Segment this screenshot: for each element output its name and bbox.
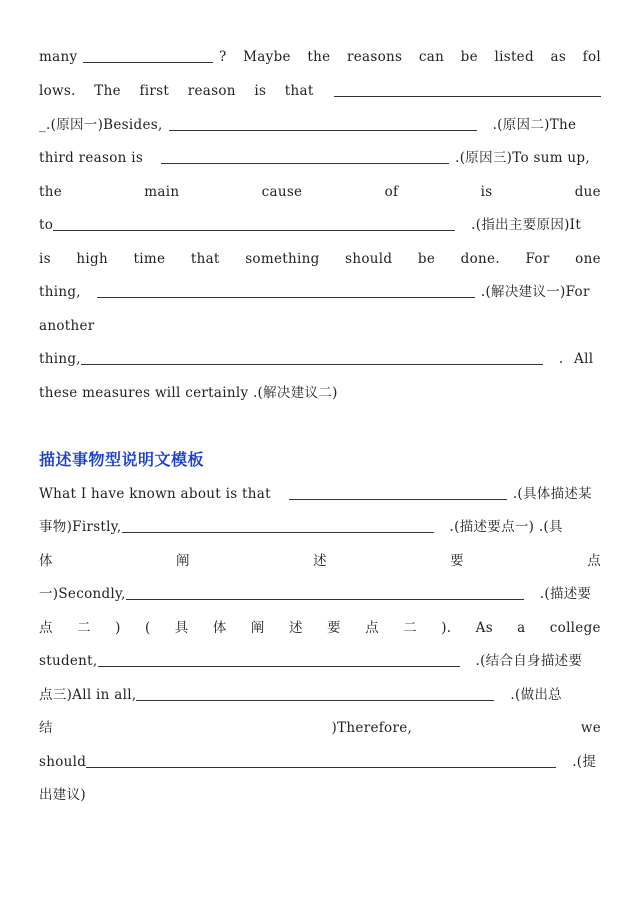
text-segment: _.(原因一)Besides, bbox=[39, 117, 163, 133]
word: 要 bbox=[327, 620, 341, 636]
text-line bbox=[39, 681, 601, 703]
word: of bbox=[384, 184, 399, 200]
word: 述 bbox=[313, 553, 327, 569]
fill-blank[interactable] bbox=[53, 214, 455, 231]
text-segment: .(原因三)To sum up, bbox=[455, 150, 590, 166]
word: one bbox=[575, 251, 601, 267]
word: 述 bbox=[288, 620, 303, 636]
word: 体 bbox=[212, 620, 227, 636]
word: is bbox=[39, 251, 51, 267]
word: ( bbox=[144, 620, 151, 636]
fill-blank[interactable] bbox=[97, 281, 475, 298]
word: 点 bbox=[39, 620, 53, 636]
word: should bbox=[345, 251, 393, 267]
word: college bbox=[549, 620, 601, 636]
word: 体 bbox=[39, 553, 53, 569]
text-line bbox=[39, 111, 601, 133]
text-segment: third reason is bbox=[39, 150, 144, 166]
text-line bbox=[39, 43, 601, 65]
word: ). bbox=[441, 620, 452, 636]
text-segment: to bbox=[39, 217, 54, 233]
fill-blank[interactable] bbox=[81, 348, 543, 365]
text-line bbox=[39, 580, 601, 602]
text-line bbox=[39, 781, 601, 803]
word: due bbox=[574, 184, 601, 200]
text-segment: 事物)Firstly, bbox=[39, 519, 122, 535]
text-line bbox=[39, 178, 601, 200]
text-line bbox=[39, 379, 601, 401]
text-segment: .(指出主要原因)It bbox=[471, 217, 582, 233]
text-line bbox=[39, 345, 601, 367]
word: a bbox=[517, 620, 526, 636]
fill-blank[interactable] bbox=[334, 80, 601, 97]
text-line bbox=[39, 245, 601, 267]
word: main bbox=[144, 184, 180, 200]
text-segment: thing, bbox=[39, 351, 81, 367]
word: 结 bbox=[39, 720, 53, 736]
word: cause bbox=[261, 184, 303, 200]
text-segment: thing, bbox=[39, 284, 81, 300]
word: done. bbox=[460, 251, 500, 267]
fill-blank[interactable] bbox=[122, 516, 434, 533]
fill-blank[interactable] bbox=[289, 483, 507, 500]
word: For bbox=[525, 251, 550, 267]
text-segment: What I have known about is that bbox=[39, 486, 271, 502]
text-segment: another bbox=[39, 318, 95, 334]
text-segment: .(解决建议一)For bbox=[480, 284, 590, 300]
word: we bbox=[580, 720, 601, 736]
word: 具 bbox=[174, 620, 189, 636]
word: high bbox=[76, 251, 108, 267]
text-line bbox=[39, 144, 601, 166]
word: )Therefore, bbox=[331, 720, 413, 736]
text-segment: .(提 bbox=[572, 754, 597, 770]
text-segment: .(原因二)The bbox=[492, 117, 577, 133]
word: 点 bbox=[365, 620, 379, 636]
word: 要 bbox=[450, 553, 464, 569]
word: is bbox=[480, 184, 493, 200]
text-line bbox=[39, 714, 601, 736]
text-segment: student, bbox=[39, 653, 98, 669]
text-segment: many bbox=[39, 49, 78, 65]
text-segment: .(描述要 bbox=[539, 586, 592, 602]
word: 二 bbox=[403, 620, 417, 636]
text-segment: 一)Secondly, bbox=[39, 586, 126, 602]
text-segment: should bbox=[39, 754, 87, 770]
word: ) bbox=[115, 620, 121, 636]
fill-blank[interactable] bbox=[83, 46, 213, 63]
text-segment: lows. The first reason is that bbox=[39, 83, 314, 99]
text-segment: 点三)All in all, bbox=[39, 687, 137, 703]
text-segment: 出建议) bbox=[39, 787, 86, 803]
word: be bbox=[417, 251, 436, 267]
word: the bbox=[39, 184, 63, 200]
text-segment: these measures will certainly .(解决建议二) bbox=[39, 385, 338, 401]
text-line bbox=[39, 211, 601, 233]
text-segment-inner: ? Maybe the reasons can be listed as fol bbox=[219, 49, 601, 65]
text-line bbox=[39, 480, 601, 502]
fill-blank[interactable] bbox=[98, 650, 460, 667]
text-line bbox=[39, 513, 601, 535]
text-segment: .(描述要点一) .(具 bbox=[449, 519, 563, 535]
fill-blank[interactable] bbox=[169, 114, 477, 131]
fill-blank[interactable] bbox=[86, 751, 556, 768]
text-segment: .(具体描述某 bbox=[512, 486, 592, 502]
word: 点 bbox=[587, 553, 601, 569]
text-line bbox=[39, 614, 601, 636]
word: time bbox=[133, 251, 166, 267]
word: something bbox=[245, 251, 320, 267]
word: 二 bbox=[77, 620, 91, 636]
word: As bbox=[475, 620, 493, 636]
text-line bbox=[39, 748, 601, 770]
text-segment bbox=[219, 49, 601, 65]
word: 阐 bbox=[250, 620, 265, 636]
text-line bbox=[39, 312, 601, 334]
text-line bbox=[39, 547, 601, 569]
word: 阐 bbox=[176, 553, 190, 569]
fill-blank[interactable] bbox=[161, 147, 449, 164]
text-segment: .(结合自身描述要 bbox=[475, 653, 583, 669]
fill-blank[interactable] bbox=[126, 583, 524, 600]
word: that bbox=[190, 251, 220, 267]
text-line bbox=[39, 77, 601, 99]
fill-blank[interactable] bbox=[136, 684, 494, 701]
text-line bbox=[39, 278, 601, 300]
text-line bbox=[39, 647, 601, 669]
text-segment: .(做出总 bbox=[510, 687, 562, 703]
text-segment: . All bbox=[558, 351, 594, 367]
section-heading: 描述事物型说明文模板 bbox=[39, 450, 205, 469]
